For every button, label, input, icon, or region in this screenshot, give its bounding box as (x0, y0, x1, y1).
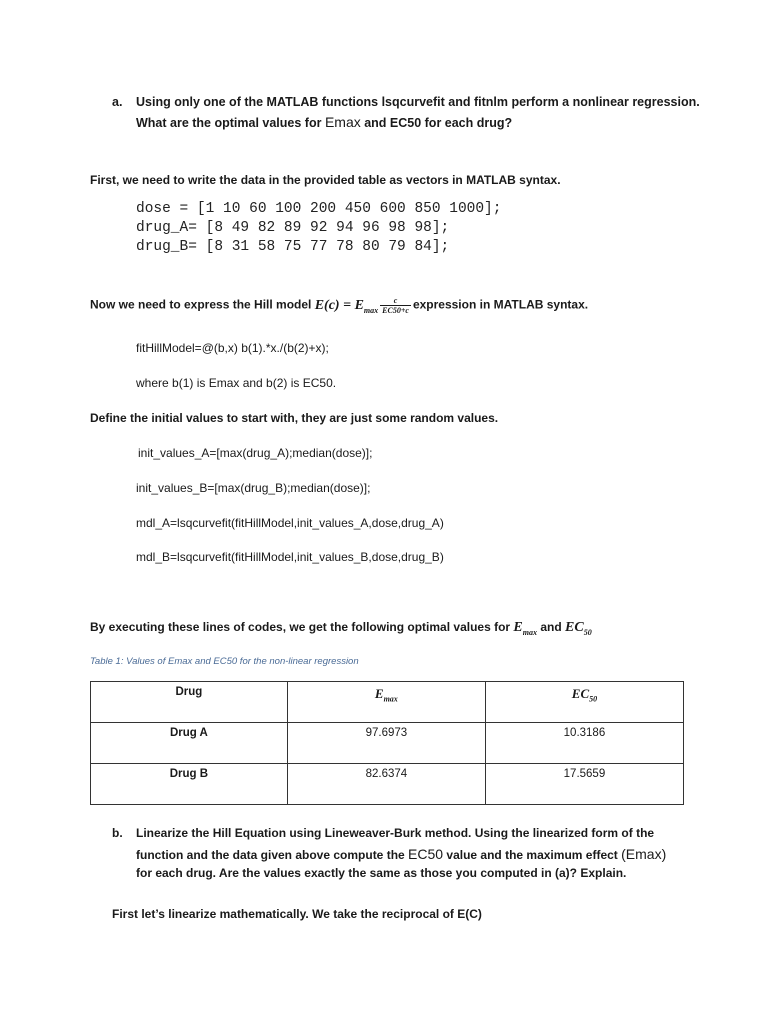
row-drug-a-ec50: 10.3186 (485, 723, 683, 764)
question-a-marker: a. (112, 95, 123, 109)
code-vector-dose: dose = [1 10 60 100 200 450 600 850 1000]; (136, 201, 502, 217)
intro-text: First, we need to write the data in the provided table as vectors in MATLAB syntax. (90, 173, 561, 187)
question-b-line1: Linearize the Hill Equation using Lineweaver-Burk method. Using the linearized form of the (136, 826, 655, 840)
table-header-row (91, 682, 684, 723)
result-sentence (90, 620, 592, 637)
result-ec-sub: 50 (583, 627, 592, 637)
where-text: where b(1) is Emax and b(2) is EC50. (136, 376, 337, 390)
table-row (91, 764, 684, 805)
question-a-line1: Using only one of the MATLAB functions lsqcurvefit and fitnlm perform a nonlinear regression. (136, 95, 700, 109)
question-b-marker: b. (112, 826, 123, 840)
hill-lhs-sub: max (363, 305, 379, 315)
question-b-line2-mid: value and the maximum effect (443, 848, 622, 862)
header-ec-sub: 50 (589, 694, 598, 704)
question-b-line2-pre: function and the data given above compute the (136, 848, 409, 862)
hill-fraction-den: EC50+c (382, 306, 409, 315)
table-row (91, 723, 684, 764)
code-mdl-b: mdl_B=lsqcurvefit(fitHillModel,init_values_B,dose,drug_B) (136, 550, 444, 564)
question-a-line2-pre: What are the optimal values for (136, 116, 325, 130)
row-drug-b-name: Drug B (91, 764, 288, 805)
code-init-a: init_values_A=[max(drug_A);median(dose)]; (138, 446, 373, 460)
question-b-emax: (Emax) (621, 846, 667, 862)
question-a-emax: Emax (324, 114, 361, 130)
code-mdl-a: mdl_A=lsqcurvefit(fitHillModel,init_values_A,dose,drug_A) (136, 516, 444, 530)
question-b-line2 (136, 846, 666, 862)
hill-sentence-post: expression in MATLAB syntax. (412, 297, 589, 312)
header-emax (287, 682, 485, 723)
question-a-line2 (136, 114, 512, 130)
header-emax-sub: max (383, 694, 398, 704)
result-ec50 (565, 620, 592, 635)
code-init-b: init_values_B=[max(drug_B);median(dose)]; (136, 481, 371, 495)
row-drug-a-name: Drug A (91, 723, 288, 764)
question-a-line2-post: and EC50 for each drug? (360, 116, 513, 130)
code-vector-drug-a: drug_A= [8 49 82 89 92 94 96 98 98]; (136, 220, 450, 236)
hill-model-code: fitHillModel=@(b,x) b(1).*x./(b(2)+x); (136, 341, 329, 355)
header-ec50 (485, 682, 683, 723)
result-emax-text: E (513, 620, 523, 635)
hill-equation-lhs (315, 298, 378, 313)
final-text: First let’s linearize mathematically. We take the reciprocal of E(C) (112, 907, 482, 921)
code-vector-drug-b: drug_B= [8 31 58 75 77 78 80 79 84]; (136, 239, 450, 255)
question-b-line3: for each drug. Are the values exactly the same as those you computed in (a)? Explain. (136, 866, 627, 880)
result-emax-sub: max (522, 627, 537, 637)
table-caption: Table 1: Values of Emax and EC50 for the non-linear regression (90, 656, 359, 667)
hill-fraction-num: c (380, 296, 411, 306)
hill-lhs-text: E(c) = E (314, 297, 364, 313)
result-emax (513, 620, 537, 635)
header-emax-text: E (374, 686, 384, 701)
hill-sentence-pre: Now we need to express the Hill model (90, 297, 315, 312)
result-ec-text: EC (565, 620, 584, 635)
init-text: Define the initial values to start with, they are just some random values. (90, 411, 499, 425)
row-drug-a-emax: 97.6973 (287, 723, 485, 764)
results-table (90, 681, 684, 805)
row-drug-b-ec50: 17.5659 (485, 764, 683, 805)
result-sentence-pre: By executing these lines of codes, we get the following optimal values for (90, 620, 514, 634)
question-b-ec50: EC50 (408, 846, 444, 862)
hill-sentence (90, 296, 588, 315)
header-ec-text: EC (571, 686, 590, 701)
result-and: and (537, 620, 566, 634)
hill-fraction (380, 296, 411, 315)
header-drug: Drug (91, 682, 288, 723)
row-drug-b-emax: 82.6374 (287, 764, 485, 805)
